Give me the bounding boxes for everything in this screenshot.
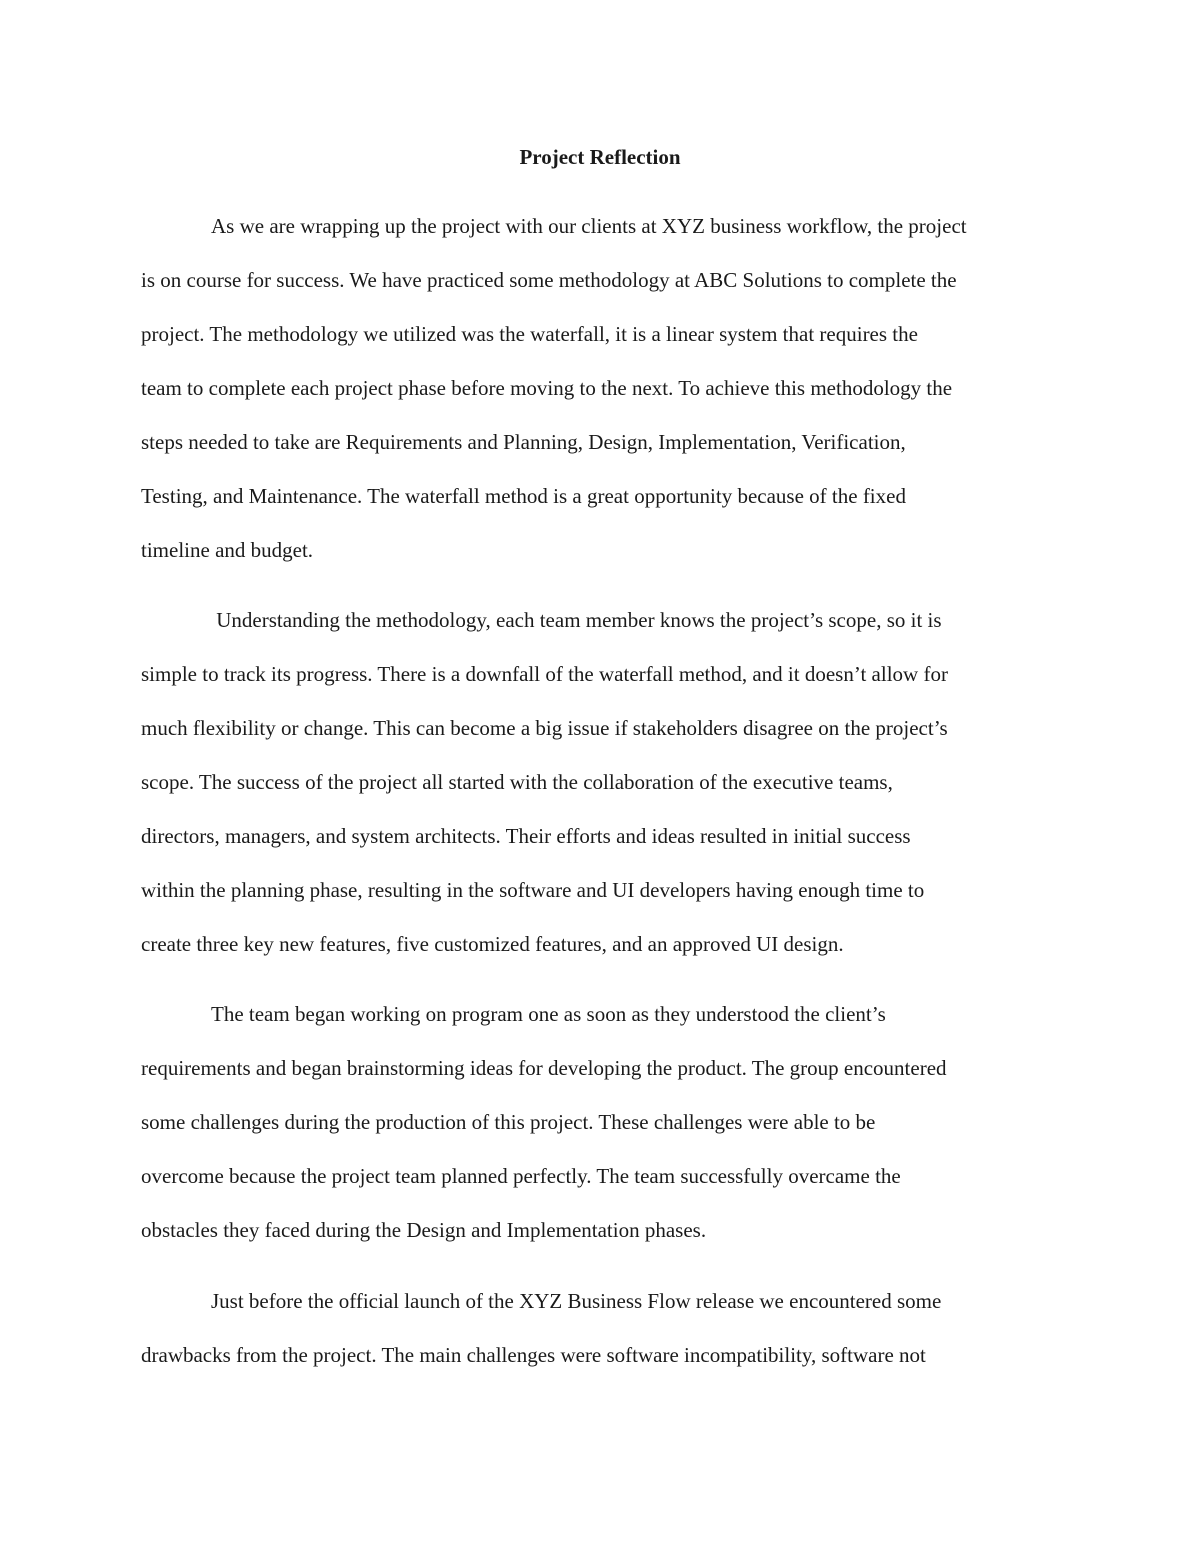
paragraph-3-line-4: overcome because the project team planned perfectly. The team successfully overcame the [141,1164,901,1188]
paragraph-1-line-4: team to complete each project phase before moving to the next. To achieve this methodology the [141,376,953,400]
paragraph-1-line-5: steps needed to take are Requirements and Planning, Design, Implementation, Verification, [141,430,906,454]
paragraph-2-line-6: within the planning phase, resulting in the software and UI developers having enough time to [141,878,925,902]
paragraph-4-line-1: Just before the official launch of the XYZ Business Flow release we encountered some [211,1289,942,1313]
paragraph-2-line-1: Understanding the methodology, each team member knows the project’s scope, so it is [211,608,942,632]
paragraph-2-line-2: simple to track its progress. There is a downfall of the waterfall method, and it doesn’t allow for [141,662,948,686]
paragraph-1-line-3: project. The methodology we utilized was the waterfall, it is a linear system that requires the [141,322,918,346]
paragraph-1-line-7: timeline and budget. [141,538,314,562]
paragraph-2-line-4: scope. The success of the project all started with the collaboration of the executive teams, [141,770,893,794]
paragraph-2-line-7: create three key new features, five customized features, and an approved UI design. [141,932,844,956]
paragraph-4-line-2: drawbacks from the project. The main challenges were software incompatibility, software not [141,1343,926,1367]
paragraph-1-line-2: is on course for success. We have practiced some methodology at ABC Solutions to complete the [141,268,957,292]
document-title: Project Reflection [519,145,681,169]
paragraph-2-line-5: directors, managers, and system architects. Their efforts and ideas resulted in initial success [141,824,911,848]
paragraph-1-line-1: As we are wrapping up the project with our clients at XYZ business workflow, the project [211,214,967,238]
paragraph-2-line-3: much flexibility or change. This can become a big issue if stakeholders disagree on the project’s [141,716,948,740]
paragraph-3-line-3: some challenges during the production of this project. These challenges were able to be [141,1110,876,1134]
paragraph-1-line-6: Testing, and Maintenance. The waterfall method is a great opportunity because of the fixed [141,484,906,508]
paragraph-3-line-5: obstacles they faced during the Design and Implementation phases. [141,1218,707,1242]
paragraph-3-line-2: requirements and began brainstorming ideas for developing the product. The group encountered [141,1056,947,1080]
paragraph-3-line-1: The team began working on program one as soon as they understood the client’s [211,1002,886,1026]
